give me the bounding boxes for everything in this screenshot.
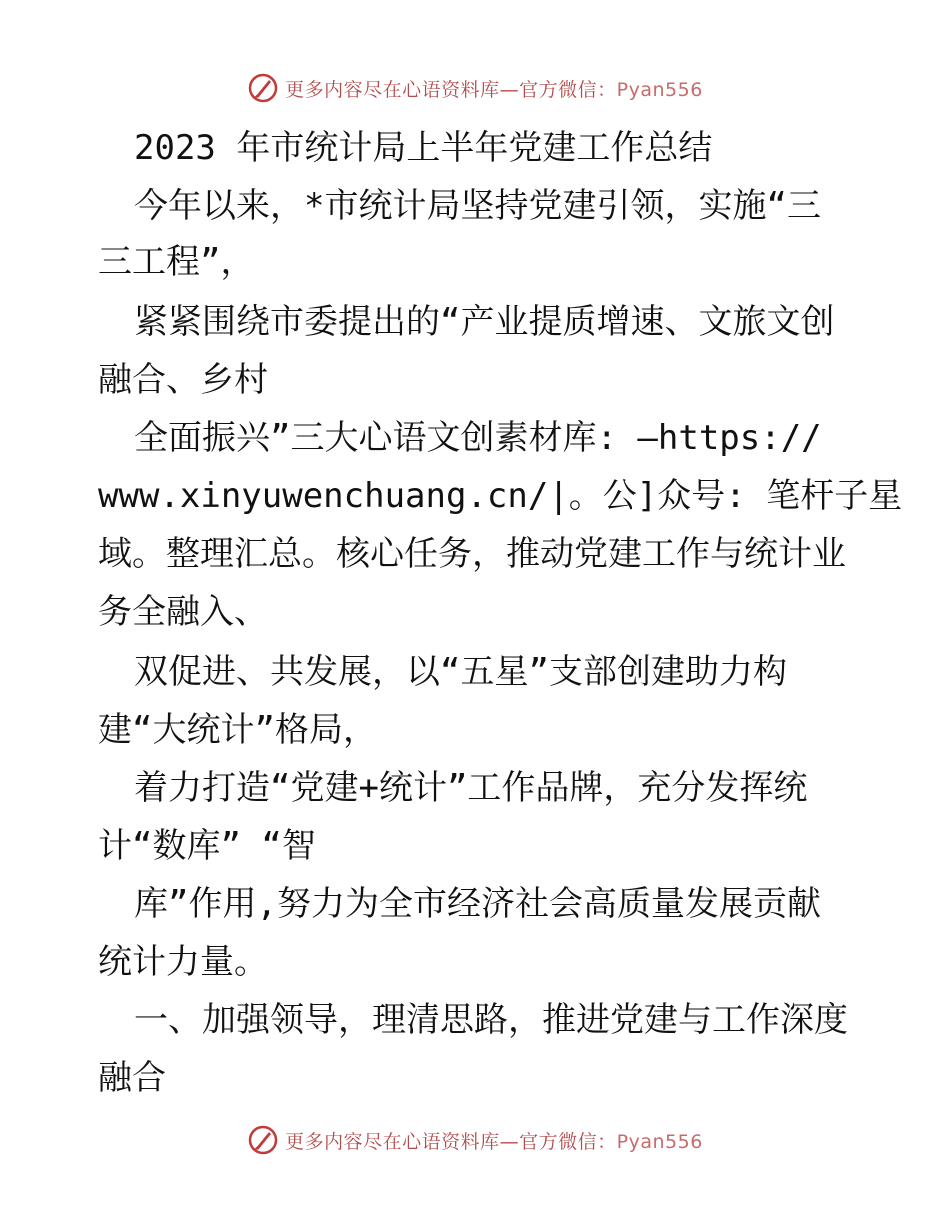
paragraph-line: 全面振兴”三大心语文创素材库: —https://: [134, 418, 822, 458]
wechat-id: Pyan556: [616, 78, 703, 101]
paragraph-line: 建“大统计”格局，: [98, 710, 377, 750]
footer-banner: [0, 1120, 950, 1160]
paragraph-line: 统计力量。: [98, 942, 268, 982]
section-heading-continued: 融合: [98, 1058, 166, 1098]
header-banner: [0, 68, 950, 108]
wechat-id: Pyan556: [616, 1130, 703, 1153]
paragraph-line: 域。整理汇总。核心任务，推动党建工作与统计业: [98, 534, 846, 574]
paragraph-line: 双促进、共发展，以“五星”支部创建助力构: [134, 652, 787, 692]
paragraph-line: www.xinyuwenchuang.cn/|。公]众号: 笔杆子星: [98, 476, 903, 516]
paragraph-line: 三工程”，: [98, 242, 255, 282]
section-heading: 一、加强领导，理清思路，推进党建与工作深度: [134, 1000, 848, 1040]
paragraph-line: 计“数库” “智: [98, 826, 316, 866]
document-title: 2023 年市统计局上半年党建工作总结: [134, 128, 713, 168]
paragraph-line: 着力打造“党建+统计”工作品牌，充分发挥统: [134, 768, 808, 808]
paragraph-line: 务全融入、: [98, 592, 268, 632]
paragraph-line: 融合、乡村: [98, 360, 268, 400]
feather-pen-logo-icon: [247, 1124, 279, 1156]
banner-text: 更多内容尽在心语资料库—官方微信：Pyan556: [285, 78, 703, 101]
paragraph-line: 库”作用,努力为全市经济社会高质量发展贡献: [134, 884, 821, 924]
feather-pen-logo-icon: [247, 72, 279, 104]
paragraph-line: 今年以来，*市统计局坚持党建引领，实施“三: [134, 186, 821, 226]
paragraph-line: 紧紧围绕市委提出的“产业提质增速、文旅文创: [134, 302, 835, 342]
banner-text: 更多内容尽在心语资料库—官方微信：Pyan556: [285, 1130, 703, 1153]
